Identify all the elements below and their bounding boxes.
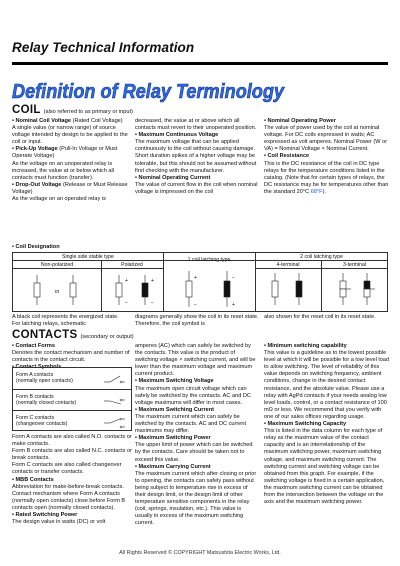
- term-text: Abbreviation for make-before-break contacts. Contact mechanism where Form A contacts (normally open contacts) close before Form B contacts open (normally closed contacts).: [12, 483, 126, 511]
- term-text: The value of power used by the coil at nominal voltage. For DC coils expressed in watts; AC expressed as volt amperes. Nominal Power (W or VA) = Nominal Voltage × Nominal Current.: [264, 125, 388, 153]
- form-a-row: [13, 368, 131, 389]
- header-rule: [12, 62, 388, 65]
- paragraph: [12, 477, 132, 484]
- term-text: decreased, the value at or above which all contacts must revert to their unoperated position.: [135, 118, 257, 132]
- coil-note-1: A black coil represents the energized state. For latching relays, schematic: [12, 314, 119, 328]
- paragraph: [135, 343, 259, 378]
- paragraph: [12, 118, 128, 125]
- term-text: The design value in watts (DC) or volt: [12, 519, 106, 526]
- paragraph: [135, 435, 259, 442]
- svg-text:−: −: [151, 300, 154, 306]
- term-text: This value is a guideline as to the lowest possible level at which it will be possible for a low level load to allow switching. The level of reliability of this value depends on switching frequency, ambient conditions, change in the desired contact resistance, and the absolute value. Please use a relay with AgPd contacts if your needs analog low level loads, control, or a contact resistance of 100 mΩ or less. We recommend that you verify with one of our sales offices regarding usage.: [264, 350, 389, 420]
- coil-designation-table: [12, 252, 388, 312]
- term-text: Denotes the contact mechanism and number of contacts in the contact circuit.: [12, 350, 130, 364]
- th-polarized: Polarized: [121, 261, 143, 268]
- header: [0, 38, 400, 68]
- label-or: or: [54, 289, 60, 295]
- paragraph: [264, 350, 390, 421]
- term-text: The maximum voltage that can be applied continuously to the coil without causing damage. Short duration spikes of a higher voltage may be tolerable, but this should not be assumed without first checking with the manufacturer.: [135, 139, 257, 174]
- coil-column-1: [12, 118, 128, 203]
- paragraph: [264, 153, 390, 160]
- paragraph: [135, 471, 259, 528]
- coil-designation-label: • Coil Designation: [12, 244, 60, 250]
- contacts-column-1: [12, 434, 132, 526]
- term-heading: • Maximum Switching Power: [135, 435, 211, 442]
- contact-symbols-table: [12, 367, 132, 431]
- svg-text:−: −: [125, 300, 128, 306]
- term-text: The maximum current which can safely be switched by the contacts. AC and DC current maximums may differ.: [135, 413, 246, 435]
- svg-text:+: +: [151, 278, 154, 284]
- term-heading: • Pick-Up Voltage: [12, 146, 58, 153]
- svg-text:−: −: [232, 275, 235, 281]
- paragraph: [135, 139, 259, 174]
- coil-symbol-4-terminal: [265, 271, 315, 311]
- term-text: A single value (or narrow range) of source voltage intended by design to be applied to the coil or input.: [12, 125, 128, 146]
- term-heading: • Contact Forms: [12, 343, 55, 349]
- th-single-side-stable: Single side stable type: [62, 253, 114, 260]
- paragraph: [12, 125, 128, 146]
- paragraph: [264, 118, 390, 125]
- paragraph: [135, 442, 259, 463]
- term-text: (Rated Coil Voltage): [71, 118, 123, 124]
- coil-column-2: [135, 118, 259, 196]
- term-text: As the voltage on an unoperated relay is increased, the value at or below which all contacts must function (transfer).: [12, 160, 114, 181]
- coil-note-3: also shown for the reset coil in its reset state.: [264, 314, 376, 320]
- paragraph: [135, 464, 259, 471]
- term-text: The upper limit of power which can be switched by the contacts. Care should be taken not to exceed this value.: [135, 442, 253, 463]
- term-heading: • Maximum Continuous Voltage: [135, 132, 219, 139]
- paragraph: [12, 161, 128, 182]
- paragraph: [12, 343, 132, 350]
- coil-heading: [12, 104, 133, 116]
- term-heading: • Nominal Operating Power: [264, 118, 336, 124]
- form-c-row: [13, 410, 131, 432]
- paragraph: [12, 350, 132, 364]
- paragraph: [135, 386, 259, 407]
- coil-heading-text: COIL: [12, 104, 41, 116]
- term-text: Form C contacts are also called changeover contacts or transfer contacts.: [12, 462, 122, 476]
- form-b-contact-icon: [102, 395, 126, 407]
- contacts-column-2: [135, 343, 259, 527]
- paragraph: [135, 414, 259, 435]
- coil-column-3: [264, 118, 390, 196]
- term-heading: • Nominal Operating Current: [135, 174, 211, 181]
- table-rule: [13, 268, 163, 269]
- paragraph: [12, 434, 132, 448]
- term-text: The value of current flow in the coil when nominal voltage is impressed on the coil: [135, 181, 258, 195]
- term-heading: • Contact Symbols: [12, 364, 62, 371]
- paragraph: [12, 512, 132, 519]
- form-b-row: [13, 389, 131, 411]
- paragraph: [12, 146, 128, 160]
- th-non-polarized: Non-polarized: [40, 261, 74, 268]
- page-title-text: Definition of Relay Terminology: [12, 80, 286, 103]
- th-3-terminal: 3-terminal: [342, 261, 367, 268]
- coil-symbol-1-coil-latching: [177, 269, 247, 311]
- term-text: (Pull-In Voltage or Must Operate Voltage): [12, 146, 118, 160]
- form-a-label: Form A contacts: [16, 372, 54, 378]
- term-heading: • Drop-Out Voltage: [12, 181, 62, 188]
- contacts-heading-text: CONTACTS: [12, 329, 78, 341]
- paragraph: [264, 343, 390, 350]
- th-4-terminal: 4-terminal: [276, 261, 300, 268]
- term-heading: • Maximum Switching Capacity: [264, 421, 347, 428]
- paragraph: [12, 182, 128, 196]
- paragraph: [135, 378, 259, 385]
- form-c-sub: (changeover contacts): [16, 421, 68, 428]
- paragraph: [264, 421, 390, 428]
- term-text: This is listed in the data column for each type of relay as the maximum value of the contact capacity and is an interrelationship of the maximum switching power, maximum switching voltage, and maximum switching current. The switching current and switching voltage can be obtained from this graph. For example, if the switching voltage is fixed in a certain application, the maximum switching current can be obtained from the intersection between the voltage on the axis and the maximum switching power.: [264, 428, 385, 506]
- coil-symbol-3-terminal: [331, 271, 381, 311]
- temperature-highlight: 68°F: [310, 188, 323, 195]
- table-rule: [321, 260, 322, 312]
- form-c-contact-icon: [102, 416, 126, 430]
- term-text: amperes (AC) which can safely be switched by the contacts. This value is the product of switching voltage × switching current, and will be lower than the maximum voltage and maximum current product.: [135, 343, 256, 378]
- form-a-sub: (normally open contacts): [16, 378, 73, 385]
- header-title: Relay Technical Information: [12, 40, 195, 55]
- form-c-label: Form C contacts: [16, 415, 55, 421]
- svg-text:+: +: [194, 275, 197, 281]
- paragraph: [135, 118, 259, 132]
- paragraph: [135, 175, 259, 182]
- paragraph: [12, 196, 128, 203]
- svg-text:+: +: [125, 278, 128, 284]
- paragraph: [135, 132, 259, 139]
- term-text: The maximum current which after closing or prior to opening, the contacts can safely pass without being subject to temperature rise in excess of their design limit, or the design limit of other temperature sensitive components in the relay (coil, springs, insulation, etc.). This value is usually in excess of the maximum switching current.: [135, 470, 257, 527]
- term-heading: • Maximum Switching Voltage: [135, 378, 214, 385]
- table-rule: [101, 260, 102, 312]
- term-heading: • Minimum switching capability: [264, 343, 347, 349]
- term-text: ).: [322, 188, 327, 195]
- term-text: The maximum open circuit voltage which can safely be switched by the contacts. AC and DC voltage maximums will differ in most cases.: [135, 385, 251, 406]
- coil-note-2: diagrams generally show the coil in its reset state. Therefore, the coil symbol is: [135, 314, 259, 328]
- term-heading: • MBB Contacts: [12, 476, 54, 483]
- contacts-subheading: (secondary or output): [80, 334, 134, 340]
- term-heading: • Coil Resistance: [264, 153, 310, 160]
- paragraph: [264, 428, 390, 506]
- form-b-sub: (normally closed contacts): [16, 400, 77, 407]
- paragraph: [264, 161, 390, 196]
- coil-symbol-polarized: [109, 273, 159, 309]
- paragraph: [12, 519, 132, 526]
- th-1-coil-latching: 1 coil latching type: [187, 257, 231, 263]
- term-heading: • Maximum Carrying Current: [135, 463, 211, 470]
- svg-text:−: −: [194, 302, 197, 308]
- term-text: As the voltage on an operated relay is: [12, 196, 106, 203]
- paragraph: [12, 484, 132, 512]
- term-text: This is the DC resistance of the coil in DC type relays for the temperature conditions listed in the catalog. (Note that for certain types of relays, the DC resistance may be for temperatures other than the standard 20°C: [264, 160, 389, 195]
- form-b-label: Form B contacts: [16, 394, 54, 400]
- term-heading: • Rated Switching Power: [12, 512, 78, 519]
- th-2-coil-latching: 2 coil latching type: [300, 253, 343, 260]
- contacts-column-3: [264, 343, 390, 506]
- paragraph: [12, 448, 132, 462]
- term-heading: • Nominal Coil Voltage: [12, 118, 72, 124]
- svg-text:+: +: [232, 302, 235, 308]
- term-text: Form A contacts are also called N.O. contacts or make contacts.: [12, 434, 132, 448]
- term-heading: • Maximum Switching Current: [135, 406, 215, 413]
- term-text: (Release or Must Release Voltage): [12, 181, 128, 195]
- paragraph: [264, 125, 390, 153]
- page-title: [12, 76, 388, 104]
- form-a-contact-icon: [102, 373, 126, 385]
- paragraph: [12, 462, 132, 476]
- term-text: Form B contacts are also called N.C. contacts or break contacts.: [12, 448, 133, 462]
- coil-subheading: (also referred to as primary or input): [43, 109, 133, 115]
- paragraph: [135, 407, 259, 414]
- footer-copyright: All Rights Reserved © COPYRIGHT Matsushita Electric Works, Ltd.: [119, 550, 281, 556]
- contacts-heading: [12, 329, 134, 341]
- paragraph: [135, 182, 259, 196]
